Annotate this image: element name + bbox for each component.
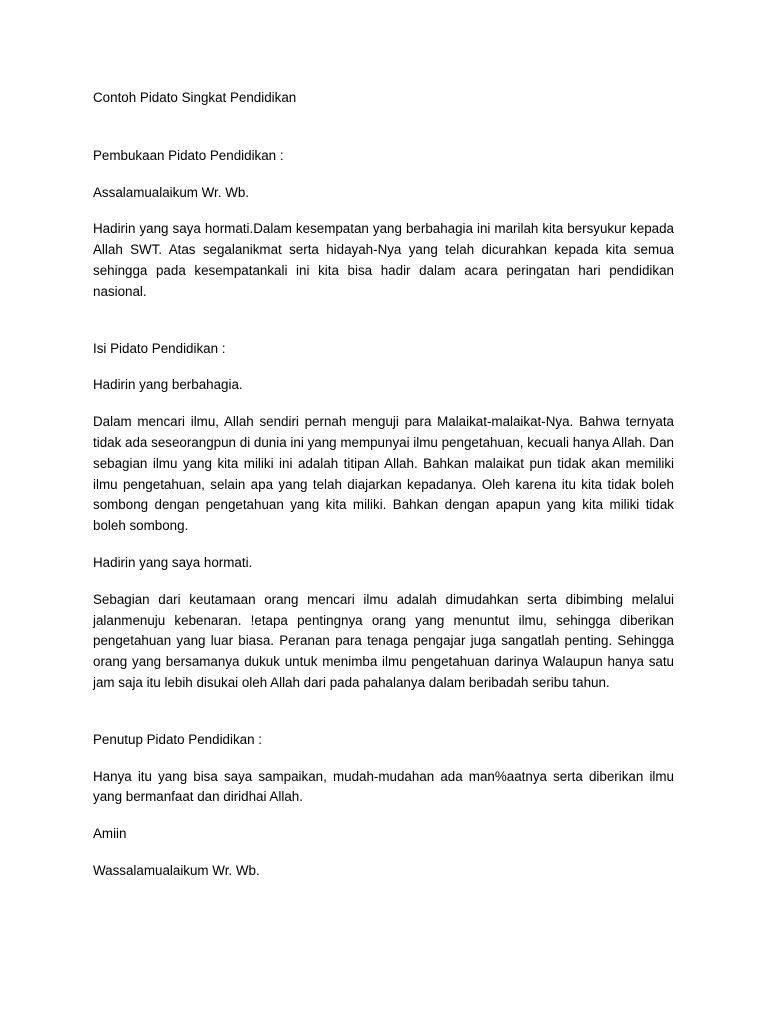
- closing-farewell: Wassalamualaikum Wr. Wb.: [93, 862, 260, 878]
- spacer: [93, 396, 674, 412]
- spacer: [93, 694, 674, 730]
- content-heading: Isi Pidato Pendidikan :: [93, 340, 226, 356]
- content-greeting-2: Hadirin yang saya hormati.: [93, 554, 253, 570]
- spacer: [93, 845, 674, 861]
- spacer: [93, 167, 674, 183]
- spacer: [93, 537, 674, 553]
- opening-greeting: Assalamualaikum Wr. Wb.: [93, 184, 250, 200]
- content-body-1: Dalam mencari ilmu, Allah sendiri pernah menguji para Malaikat-malaikat-Nya. Bahwa ternyata tidak ada seseorangpun di dunia ini yang mempunyai ilmu pengetahuan, kecuali hanya Allah. Dan sebagian ilmu yang kita miliki ini adalah titipan Allah. Bahkan malaikat pun tidak akan memiliki ilmu pengetahuan, selain apa yang telah diajarkan kepadanya. Oleh karena itu kita tidak boleh sombong dengan pengetahuan yang kita miliki. Bahkan dengan apapun yang kita miliki tidak boleh sombong.: [93, 414, 674, 534]
- document-page: [93, 88, 674, 882]
- spacer: [93, 808, 674, 824]
- closing-body: Hanya itu yang bisa saya sampaikan, mudah-mudahan ada man%aatnya serta diberikan ilmu yang bermanfaat dan diridhai Allah.: [93, 768, 674, 805]
- spacer: [93, 109, 674, 146]
- content-greeting: Hadirin yang berbahagia.: [93, 377, 243, 393]
- content-body-2: Sebagian dari keutamaan orang mencari ilmu adalah dimudahkan serta dibimbing melalui jalanmenuju kebenaran. !etapa pentingnya orang yang menuntut ilmu, sehingga diberikan pengetahuan yang luar biasa. Peranan para tenaga pengajar juga sangatlah penting. Sehingga orang yang bersamanya dukuk untuk menimba ilmu pengetahuan darinya Walaupun hanya satu jam saja itu lebih disukai oleh Allah dari pada pahalanya dalam beribadah seribu tahun.: [93, 591, 674, 690]
- document-title: Contoh Pidato Singkat Pendidikan: [93, 90, 297, 105]
- spacer: [93, 303, 674, 339]
- spacer: [93, 203, 674, 219]
- spacer: [93, 359, 674, 375]
- spacer: [93, 751, 674, 767]
- closing-amen: Amiin: [93, 826, 127, 842]
- closing-heading: Penutup Pidato Pendidikan :: [93, 731, 262, 747]
- opening-body: Hadirin yang saya hormati.Dalam kesempatan yang berbahagia ini marilah kita bersyukur kepada Allah SWT. Atas segalanikmat serta hidayah-Nya yang telah dicurahkan kepada kita semua sehingga pada kesempatankali ini kita bisa hadir dalam acara peringatan hari pendidikan nasional.: [93, 221, 674, 299]
- spacer: [93, 574, 674, 590]
- opening-heading: Pembukaan Pidato Pendidikan :: [93, 147, 284, 163]
